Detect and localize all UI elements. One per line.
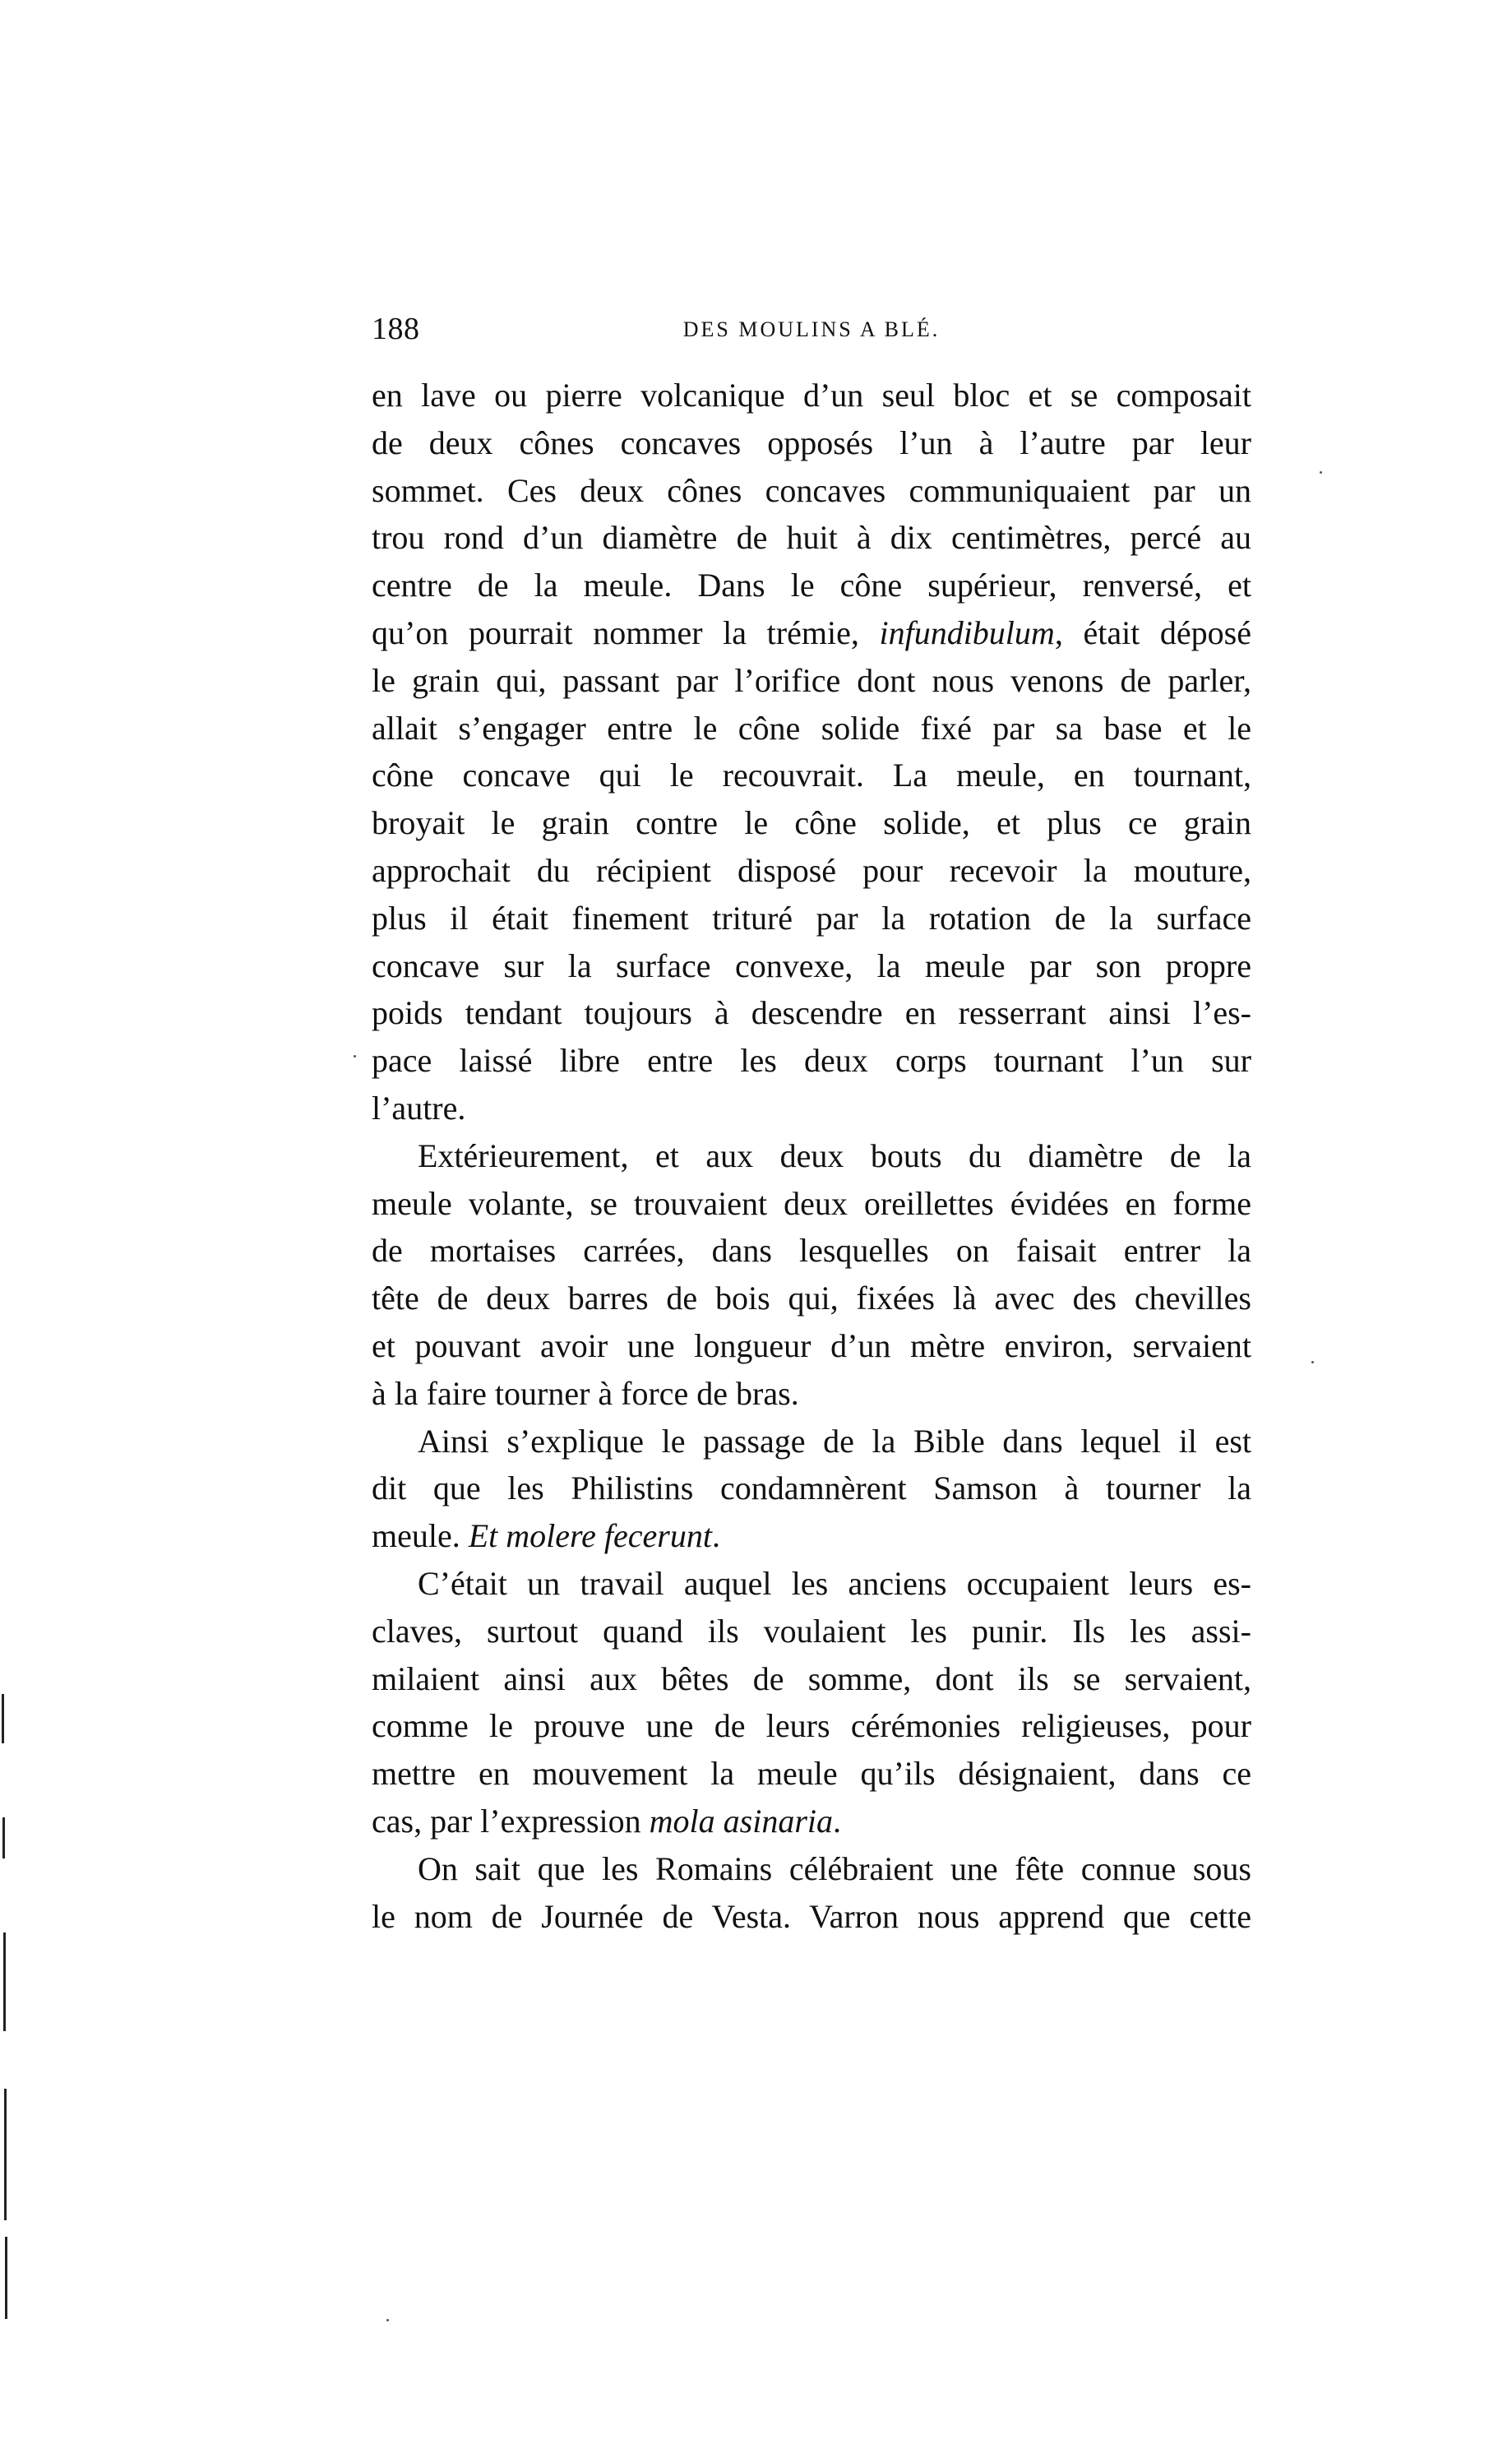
text-line: plus il était finement trituré par la rotation de la surface — [372, 899, 1251, 937]
text-line: meule volante, se trouvaient deux oreillettes évidées en forme — [372, 1184, 1251, 1222]
text-line: milaient ainsi aux bêtes de somme, dont ils se servaient, — [372, 1659, 1251, 1697]
text-segment: , était déposé — [1054, 613, 1252, 651]
running-head — [372, 311, 1251, 350]
text-segment: . — [711, 1517, 720, 1555]
text-line: sommet. Ces deux cônes concaves communiquaient par un — [372, 471, 1251, 509]
scan-speck — [354, 1055, 356, 1058]
text-line: mettre en mouvement la meule qu’ils désignaient, dans ce — [372, 1755, 1251, 1793]
scan-speck — [1311, 1361, 1314, 1363]
text-line: approchait du récipient disposé pour recevoir la mouture, — [372, 851, 1251, 889]
body-text — [372, 372, 1251, 1940]
text-line: claves, surtout quand ils voulaient les punir. Ils les assi- — [372, 1612, 1251, 1650]
text-line — [372, 1798, 1251, 1845]
text-line: concave sur la surface convexe, la meule par son propre — [372, 946, 1251, 984]
italic-term: mola asinaria — [649, 1802, 834, 1840]
text-line: Extérieurement, et aux deux bouts du diamètre de la — [418, 1136, 1251, 1174]
text-line: en lave ou pierre volcanique d’un seul bloc et se composait — [372, 377, 1251, 414]
text-line — [372, 609, 1251, 657]
text-line: centre de la meule. Dans le cône supérieur, renversé, et — [372, 567, 1251, 604]
italic-term: infundibulum — [879, 613, 1055, 651]
scan-edge-artifact — [2, 1661, 7, 2451]
scan-speck — [386, 2319, 389, 2321]
text-line: de deux cônes concaves opposés l’un à l’autre par leur — [372, 423, 1251, 461]
text-line: poids tendant toujours à descendre en resserrant ainsi l’es- — [372, 994, 1251, 1032]
text-line: cône concave qui le recouvrait. La meule, en tournant, — [372, 757, 1251, 794]
text-segment: meule. — [372, 1517, 469, 1555]
running-title: DES MOULINS A BLÉ. — [682, 317, 941, 341]
text-line: broyait le grain contre le cône solide, et plus ce grain — [372, 804, 1251, 842]
text-line: pace laissé libre entre les deux corps tournant l’un sur — [372, 1042, 1251, 1080]
text-line: On sait que les Romains célébraient une fête connue sous — [418, 1849, 1251, 1887]
italic-term: Et molere fecerunt — [468, 1517, 712, 1555]
text-line: de mortaises carrées, dans lesquelles on faisait entrer la — [372, 1232, 1251, 1270]
text-line: comme le prouve une de leurs cérémonies religieuses, pour — [372, 1707, 1251, 1745]
page-number: 188 — [372, 312, 420, 346]
text-line: et pouvant avoir une longueur d’un mètre environ, servaient — [372, 1326, 1251, 1364]
text-line: trou rond d’un diamètre de huit à dix centimètres, percé au — [372, 519, 1251, 557]
scan-speck — [1320, 471, 1322, 474]
text-line: le grain qui, passant par l’orifice dont nous venons de parler, — [372, 661, 1251, 699]
text-line: C’était un travail auquel les anciens occupaient leurs es- — [418, 1564, 1251, 1602]
text-segment: cas, par l’expression — [372, 1802, 650, 1840]
text-line: allait s’engager entre le cône solide fixé par sa base et le — [372, 709, 1251, 747]
text-line: tête de deux barres de bois qui, fixées là avec des chevilles — [372, 1280, 1251, 1317]
text-line: dit que les Philistins condamnèrent Samson à tourner la — [372, 1469, 1251, 1507]
text-line: à la faire tourner à force de bras. — [372, 1374, 799, 1412]
text-line — [372, 1512, 1251, 1560]
text-line: l’autre. — [372, 1089, 466, 1127]
text-segment: qu’on pourrait nommer la trémie, — [372, 613, 880, 651]
text-line: le nom de Journée de Vesta. Varron nous apprend que cette — [372, 1897, 1251, 1935]
text-segment: . — [833, 1802, 842, 1840]
text-line: Ainsi s’explique le passage de la Bible dans lequel il est — [418, 1422, 1251, 1460]
